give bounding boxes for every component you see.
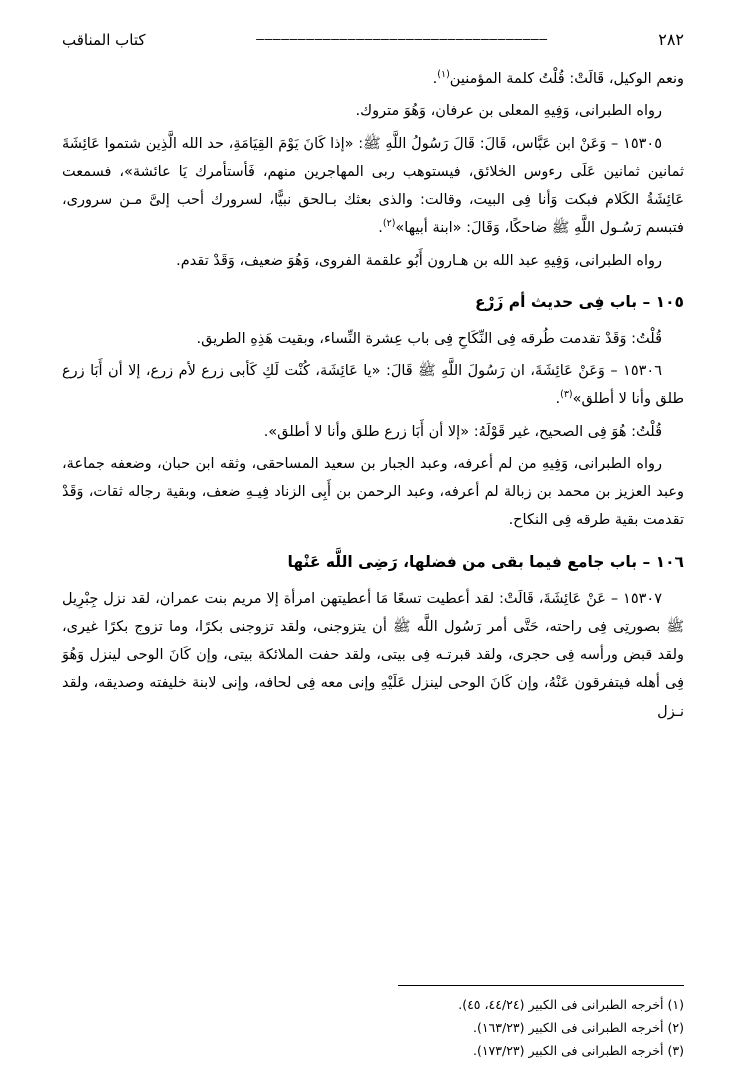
footnotes-area bbox=[62, 985, 684, 1062]
footnote-item bbox=[62, 1039, 684, 1062]
paragraph-text: ١٥٣٠٧ – عَنْ عَائِشَةَ، قَالَتْ: لقد أعطيت تسعًا مَا أعطيتهن امرأة إلا مريم بنت عمران، لقد نزل جِبْرِيل ﷺ بصورتِى فِى راحته، حَتَّى أمر رَسُول اللَّه ﷺ أن يتزوجنى، ولقد تزوجنى بكرًا، وما تزوج بكرًا غيرى، ولقد قبض ورأسه فِى حجرى، ولقد قبرتـه فِى بيتى، ولقد حفت الملائكة بيتى، وإن كَانَ الوحى لينزل وَهُوَ فِى أهله فيتفرقون عَنْهُ، وإن كَانَ الوحى لينزل عَلَيْهِ وإنى معه فِى لحافه، وإنى لابنة خليفته وصديقه، ولقد نـزل bbox=[62, 590, 684, 720]
paragraph bbox=[62, 65, 684, 93]
paragraph-hadith bbox=[62, 130, 684, 243]
footnote-item bbox=[62, 1016, 684, 1039]
paragraph-text: رواه الطبرانى، وَفِيهِ من لم أعرفه، وعبد الجبار بن سعيد المساحقى، وثقه ابن حبان، وضعفه جماعة، وعبد العزيز بن محمد بن زبالة لم أعرفه، وعبد الرحمن بن أَبِى الزناد فِيـهِ ضعف، وبقية رجاله ثقات، وَقَدْ تقدمت بقية طرقه فِى النكاح. bbox=[62, 455, 684, 529]
page-body bbox=[62, 65, 684, 726]
header-divider: ––––––––––––––––––––––––––––––––––– bbox=[256, 32, 548, 47]
footnote-divider bbox=[398, 985, 684, 986]
paragraph-text: قُلْتُ: وَقَدْ تقدمت طُرقه فِى النِّكَاحِ فِى باب عِشرة النِّساء، وبقيت هَذِهِ الطريق. bbox=[196, 330, 662, 347]
book-title: كتاب المناقب bbox=[62, 30, 146, 49]
paragraph-text: رواه الطبرانى، وَفِيهِ المعلى بن عرفان، وَهُوَ متروك. bbox=[355, 103, 662, 120]
footnote-text: أخرجه الطبرانى فى الكبير (١٦٣/٢٣). bbox=[472, 1019, 664, 1035]
paragraph bbox=[62, 325, 684, 353]
footnote-text: أخرجه الطبرانى فى الكبير (٤٤/٢٤، ٤٥). bbox=[458, 996, 664, 1012]
paragraph-tail: . bbox=[378, 220, 383, 237]
page-header bbox=[62, 30, 684, 49]
paragraph bbox=[62, 247, 684, 275]
paragraph-text: ١٥٣٠٦ – وَعَنْ عَائِشَةَ، ان رَسُولَ اللَّهِ ﷺ قَالَ: «يا عَائِشَة، كُنْت لَكِ كَأبى زرع لأم زرع، إلا أن أَبَا زرع طلق وأنا لا أطلق» bbox=[62, 363, 684, 408]
footnote-marker: (٢) bbox=[667, 1019, 684, 1035]
paragraph-text: ونعم الوكيل، قَالَتْ: قُلْتُ كلمة المؤمنين bbox=[449, 71, 684, 87]
footnote-marker: (١) bbox=[437, 69, 450, 81]
paragraph-hadith bbox=[62, 585, 684, 726]
paragraph-text: رواه الطبرانى، وَفِيهِ عبد الله بن هـارون أَبُو علقمة الفروى، وَهُوَ ضعيف، وَقَدْ تقدم. bbox=[176, 252, 662, 269]
section-heading-105: ١٠٥ – باب فِى حديث أم زَرْع bbox=[474, 292, 684, 311]
paragraph bbox=[62, 97, 684, 125]
paragraph-text: ١٥٣٠٥ – وَعَنْ ابن عَبَّاس، قَالَ: قَالَ رَسُولُ اللَّهِ ﷺ: «إذا كَانَ يَوْمَ القِيَامَةِ، حد الله الَّذِين شتموا عَائِشَةَ ثمانين ثمانين عَلَى رءوس الخلائق، فيستوهب ربى المهاجرين منهم، فَأستأمرك يَا عائشة»، فسمعت عَائِشَةُ الكَلام فبكت وَأنا فِى البيت، وقالت: والذى بعثك بـالحق نبيًّا، لسرورك أحب إلىَّ مـن سرورى، فتبسم رَسُـول اللَّهِ ﷺ ضاحكًا، وَقَالَ: «ابنة أبيها» bbox=[62, 135, 684, 237]
footnote-marker: (٣) bbox=[560, 389, 573, 401]
paragraph-tail: . bbox=[555, 391, 561, 408]
footnote-marker: (٣) bbox=[667, 1042, 684, 1058]
paragraph bbox=[62, 418, 684, 446]
paragraph-hadith bbox=[62, 357, 684, 414]
footnote-marker: (٢) bbox=[382, 218, 396, 230]
paragraph bbox=[62, 450, 684, 535]
footnote-text: أخرجه الطبرانى فى الكبير (١٧٣/٢٣). bbox=[472, 1042, 664, 1058]
footnote-marker: (١) bbox=[667, 996, 684, 1012]
paragraph-text: قُلْتُ: هُوَ فِى الصحيح، غير قَوْلَهُ: «إلا أن أَبَا زرع طلق وأنا لا أطلق». bbox=[263, 423, 662, 440]
section-heading-106: ١٠٦ – باب جامع فيما بقى من فضلها، رَضِى اللَّه عَنْها bbox=[287, 552, 684, 571]
footnote-item bbox=[62, 993, 684, 1016]
paragraph-tail: . bbox=[432, 71, 438, 87]
page-number: ٢٨٢ bbox=[658, 30, 684, 49]
